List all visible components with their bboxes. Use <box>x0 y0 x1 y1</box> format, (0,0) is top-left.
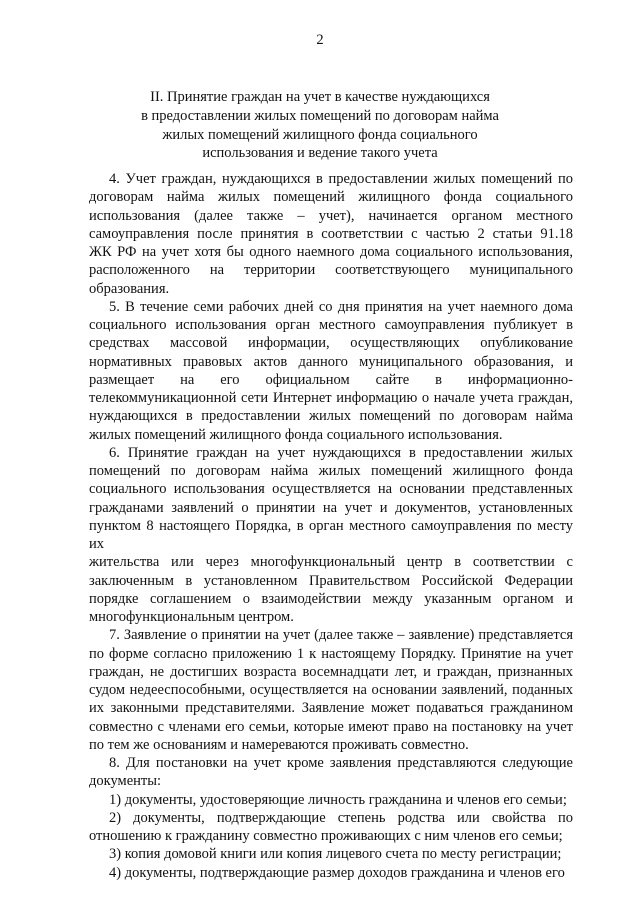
paragraph <box>89 754 573 791</box>
paragraph-line: нормативных правовых актов данного муниципального образования, и <box>89 353 573 370</box>
section-title-line: жилых помещений жилищного фонда социального <box>162 126 478 143</box>
paragraph <box>89 791 573 809</box>
paragraph <box>89 298 573 444</box>
page-number: 2 <box>316 32 324 48</box>
section-title <box>90 88 550 163</box>
paragraph <box>89 626 573 754</box>
paragraph <box>89 444 573 627</box>
paragraph-line: отношению к гражданину совместно проживающих с ним членов его семьи; <box>89 828 563 844</box>
paragraph-line: совместно с членами его семьи, которые имеют право на постановку на учет <box>89 718 573 735</box>
paragraph-line: 3) копия домовой книги или копия лицевого счета по месту регистрации; <box>109 846 562 863</box>
paragraph-line: жительства или через многофункциональный центр в соответствии с <box>89 554 573 571</box>
paragraph-line: гражданами заявлений о принятии на учет и документов, установленных <box>89 499 573 516</box>
paragraph <box>89 809 573 846</box>
paragraph-line: расположенного на территории соответствующего муниципального <box>89 262 573 279</box>
paragraph-line: граждан, не достигших возраста восемнадцати лет, и граждан, признанных <box>89 663 573 680</box>
paragraph-line: 8. Для постановки на учет кроме заявления представляются следующие <box>109 755 573 771</box>
paragraph-line: судом недееспособными, осуществляется на основании заявлений, поданных <box>89 682 573 698</box>
paragraph-line: 4) документы, подтверждающие размер доходов гражданина и членов его <box>109 864 565 881</box>
paragraph-line: ЖК РФ на учет хотя бы одного наемного дома социального использования, <box>89 244 573 260</box>
paragraph-line: социального использования осуществляется на основании представленных <box>89 481 573 498</box>
paragraph-line: их законными представителями. Заявление может подаваться гражданином <box>89 700 573 717</box>
paragraph-line: 7. Заявление о принятии на учет (далее также – заявление) представляется <box>109 627 573 644</box>
section-title-line: II. Принятие граждан на учет в качестве нуждающихся <box>150 89 490 105</box>
paragraph-line: 6. Принятие граждан на учет нуждающихся в предоставлении жилых <box>109 444 573 461</box>
paragraph-line: использования (далее также – учет), начинается органом местного <box>89 207 573 224</box>
paragraph-line: нуждающихся в предоставлении жилых помещений по договорам найма <box>89 408 573 425</box>
paragraph-line: документы: <box>89 773 162 790</box>
paragraph-line: телекоммуникационной сети Интернет информацию о начале учета граждан, <box>89 390 573 406</box>
paragraph-line: самоуправления после принятия в соответствии с частью 2 статьи 91.18 <box>89 225 573 242</box>
paragraph-line: 2) документы, подтверждающие степень родства или свойства по <box>109 809 573 826</box>
paragraph-line: социального использования орган местного самоуправления публикует в <box>89 317 573 333</box>
paragraph-line: по тем же основаниям и намереваются проживать совместно. <box>89 736 469 753</box>
paragraph <box>89 170 573 298</box>
paragraph-line: 5. В течение семи рабочих дней со дня принятия на учет наемного дома <box>109 298 573 315</box>
paragraph-line: жилых помещений жилищного фонда социального использования. <box>89 426 503 443</box>
paragraph-line: образования. <box>89 280 170 297</box>
section-title-line: использования и ведение такого учета <box>202 145 438 162</box>
paragraph-line: порядке соглашением о взаимодействии между указанным органом и <box>89 590 573 607</box>
document-body <box>89 170 573 882</box>
paragraph <box>89 864 573 882</box>
paragraph-line: договорам найма жилых помещений жилищного фонда социального <box>89 189 573 206</box>
paragraph-line: заключенным в установленном Правительством Российской Федерации <box>89 572 573 589</box>
paragraph-line: 1) документы, удостоверяющие личность гражданина и членов его семьи; <box>109 791 567 808</box>
section-title-line: в предоставлении жилых помещений по договорам найма <box>141 107 499 124</box>
paragraph-line: 4. Учет граждан, нуждающихся в предоставлении жилых помещений по <box>109 171 573 187</box>
paragraph-line: пунктом 8 настоящего Порядка, в орган местного самоуправления по месту их <box>89 517 573 552</box>
paragraph <box>89 845 573 863</box>
paragraph-line: помещений по договорам найма жилых помещений жилищного фонда <box>89 463 573 479</box>
paragraph-line: по форме согласно приложению 1 к настоящему Порядку. Принятие на учет <box>89 645 573 662</box>
paragraph-line: средствах массовой информации, осуществляющих опубликование <box>89 335 573 352</box>
paragraph-line: многофункциональным центром. <box>89 609 294 625</box>
paragraph-line: размещает на его официальном сайте в информационно- <box>89 371 573 388</box>
